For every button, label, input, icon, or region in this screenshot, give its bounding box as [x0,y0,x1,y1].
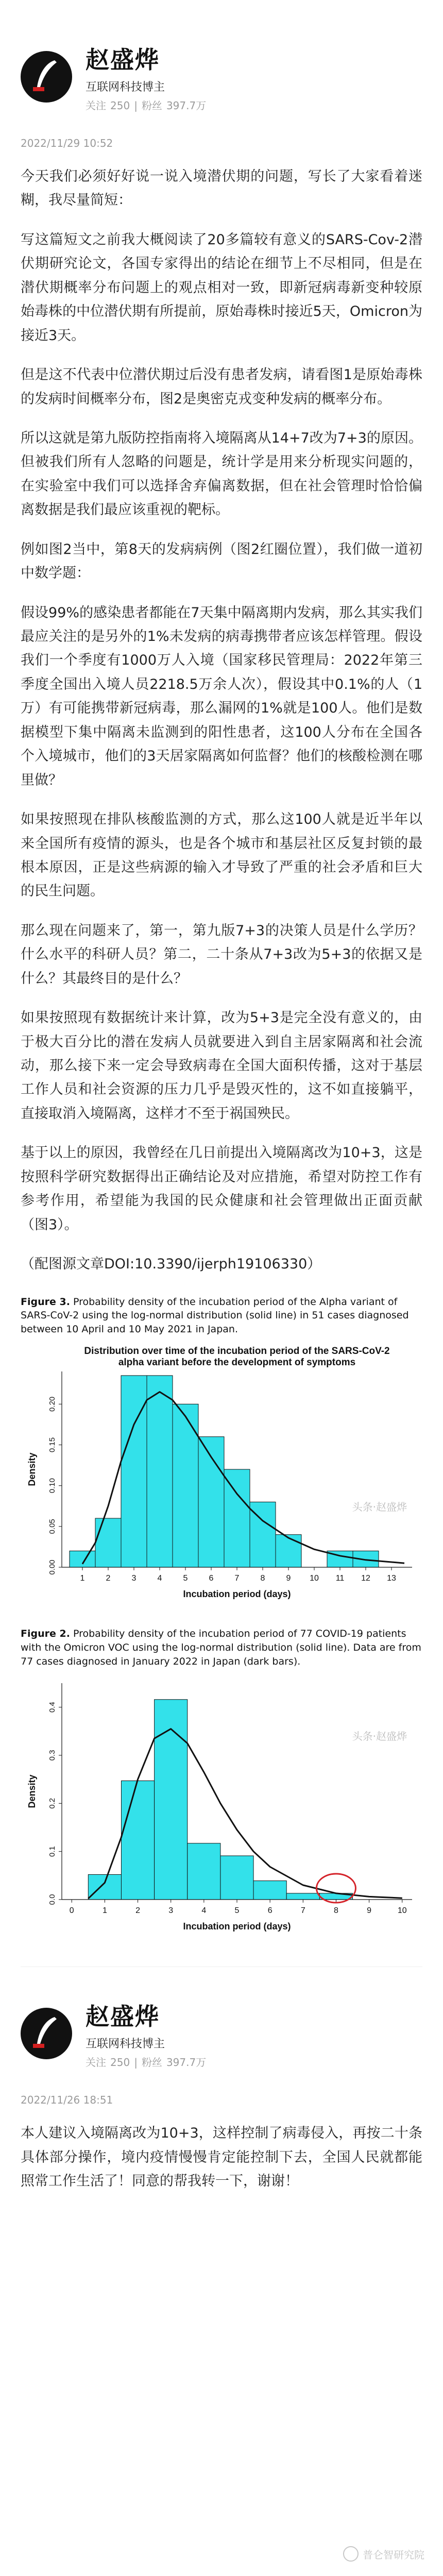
x-tick-label: 3 [131,1574,137,1583]
post-datetime: 2022/11/26 18:51 [21,2094,113,2107]
fans-label: 粉丝 [141,99,162,112]
omicron-incubation-chart [21,1673,422,1941]
x-tick-label: 5 [234,1906,240,1916]
x-tick-label: 2 [135,1906,141,1916]
avatar[interactable] [21,2008,72,2059]
x-tick-label: 4 [157,1574,162,1583]
y-tick-label: 0.2 [48,1798,57,1809]
histogram-bar [276,1535,301,1567]
fans-label: 粉丝 [141,2056,162,2069]
histogram-bar [95,1518,121,1567]
x-tick-label: 5 [183,1574,188,1583]
bottom-watermark: 普仑智研究院 [343,2546,424,2562]
post-paragraph: 例如图2当中，第8天的发病病例（图2红圈位置），我们做一道初中数学题： [21,541,422,582]
x-tick-label: 7 [300,1906,305,1916]
histogram-bar [253,1881,286,1900]
y-tick-label: 0.20 [48,1397,57,1412]
weibo-post-2 [0,1967,443,2193]
alpha-incubation-chart [21,1341,422,1608]
watermark-logo-icon [343,2546,359,2562]
x-tick-label: 10 [310,1574,319,1583]
image-watermark: 头条·赵盛烨 [352,1730,407,1743]
histogram-bar [188,1843,220,1900]
y-axis-label: Density [27,1452,37,1486]
x-tick-label: 7 [234,1574,240,1583]
y-tick-label: 0.10 [48,1478,57,1494]
x-tick-label: 6 [267,1906,272,1916]
follow-count: 250 [110,99,130,112]
post-paragraph: 如果按照现在排队核酸监测的方式，那么这100人就是近半年以来全国所有疫情的源头，也是各个城市和基层社区反复封锁的最根本原因，正是这些病源的输入才导致了严重的社会矛盾和巨大的民生问题。 [21,811,422,900]
x-axis-label: Incubation period (days) [183,1921,291,1932]
post-paragraph: 今天我们必须好好说一说入境潜伏期的问题，写长了大家看着迷糊，我尽量简短： [21,168,422,209]
x-tick-label: 2 [106,1574,111,1583]
histogram-bar [173,1404,198,1568]
y-tick-label: 0.0 [48,1894,57,1905]
author-name[interactable]: 赵盛烨 [86,46,160,74]
post-paragraph: 如果按照现有数据统计来计算，改为5+3是完全没有意义的，由于极大百分比的潜在发病人员就要进入到自主居家隔离和社会流动，那么接下来一定会导致病毒在全国大面积传播，这对于基层工作人员和社会资源的压力几乎是毁灭性的，这不如直接躺平，直接取消入境隔离，这样才不至于祸国殃民。 [21,1010,422,1122]
histogram-bar [147,1376,173,1567]
fans-count: 397.7万 [166,2056,207,2069]
author-title: 互联网科技博主 [86,2038,165,2051]
x-tick-label: 9 [367,1906,372,1916]
follow-label: 关注 [86,2056,106,2069]
x-tick-label: 6 [209,1574,214,1583]
x-tick-label: 12 [361,1574,370,1583]
fans-count: 397.7万 [166,99,207,112]
follow-count: 250 [110,2056,130,2069]
chart-title [84,1346,389,1368]
figure-1[interactable] [21,1295,422,1609]
y-tick-label: 0.3 [48,1750,57,1761]
post-paragraph: 所以这就是第九版防控指南将入境隔离从14+7改为7+3的原因。但被我们所有人忽略的问题是，统计学是用来分析现实问题的，在实验室中我们可以选择舍弃偏离数据，但在社会管理时恰恰偏离数据是我们最应该重视的靶标。 [21,430,422,518]
follow-label: 关注 [86,99,106,112]
figure-2[interactable] [21,1627,422,1941]
author-header [21,1967,422,2069]
histogram-bar [70,1551,95,1568]
post-body [21,165,422,1277]
x-tick-label: 10 [397,1906,407,1916]
x-tick-label: 1 [80,1574,85,1583]
x-axis-label: Incubation period (days) [183,1589,291,1600]
y-tick-label: 0.4 [48,1702,57,1713]
chart-title-line: alpha variant before the development of symptoms [118,1357,356,1368]
x-tick-label: 8 [260,1574,265,1583]
post-paragraph: 写这篇短文之前我大概阅读了20多篇较有意义的SARS-Cov-2潜伏期研究论文，各国专家得出的结论在细节上不尽相同，但是在潜伏期概率分布问题上的观点相对一致，即新冠病毒新变种较原始毒株的中位潜伏期有所提前，原始毒株时接近5天，Omicron为接近3天。 [21,231,422,344]
post-paragraph: 本人建议入境隔离改为10+3，这样控制了病毒侵入，再按二十条具体部分操作，境内疫情慢慢肯定能控制下去，全国人民就都能照常工作生活了！同意的帮我转一下，谢谢！ [21,2125,422,2190]
author-stats: 关注 250 | 粉丝 397.7万 [86,2056,207,2069]
post-paragraph: 那么现在问题来了，第一，第九版7+3的决策人员是什么学历？什么水平的科研人员？第二，二十条从7+3改为5+3的依据又是什么？其最终目的是什么？ [21,922,422,987]
y-tick-label: 0.05 [48,1519,57,1534]
y-tick-label: 0.00 [48,1560,57,1575]
histogram-bar [121,1781,154,1900]
histogram-bar [121,1376,147,1567]
x-tick-label: 13 [387,1574,396,1583]
chart-title-line: Distribution over time of the incubation period of the SARS-CoV-2 [84,1346,390,1357]
image-watermark: 头条·赵盛烨 [352,1501,407,1514]
figure-1-caption: Figure 3. Probability density of the incubation period of the Alpha variant of SARS-CoV-2 using the log-normal distribution (solid line) in 51 cases diagnosed between 10 April and 10 May 2021 in Japan. [21,1296,409,1335]
x-tick-label: 11 [335,1574,345,1583]
x-tick-label: 4 [201,1906,207,1916]
y-tick-label: 0.1 [48,1846,57,1857]
post-paragraph: 假设99%的感染患者都能在7天集中隔离期内发病，那么其实我们最应关注的是另外的1%未发病的病毒携带者应该怎样管理。假设我们一个季度有1000万人入境（国家移民管理局：2022年第三季度全国出入境人员2218.5万余人次），假设其中0.1%的人（1万）有可能携带新冠病毒，那么漏网的1%就是100人。他们是数据模型下集中隔离未监测到的阳性患者，这100人分布在全国各个入境城市，他们的3天居家隔离如何监督？他们的核酸检测在哪里做？ [21,604,422,788]
post-datetime: 2022/11/29 10:52 [21,137,113,149]
x-tick-label: 3 [168,1906,174,1916]
post-paragraph: 但是这不代表中位潜伏期过后没有患者发病，请看图1是原始毒株的发病时间概率分布，图2是奥密克戎变种发病的概率分布。 [21,367,422,407]
author-name[interactable]: 赵盛烨 [86,2003,160,2031]
histogram-bar [88,1875,121,1900]
x-tick-label: 8 [333,1906,338,1916]
histogram-bar [220,1856,253,1900]
x-tick-label: 0 [69,1906,74,1916]
feather-pen-icon [30,2015,63,2052]
histogram-bar [286,1893,319,1900]
author-stats: 关注 250 | 粉丝 397.7万 [86,99,207,112]
post-paragraph: 基于以上的原因，我曾经在几日前提出入境隔离改为10+3，这是按照科学研究数据得出正确结论及对应措施，希望对防控工作有参考作用，希望能为我国的民众健康和社会管理做出正面贡献（图3）。 [21,1145,422,1233]
image-source-note: （配图源文章DOI:10.3390/ijerph19106330） [21,1256,321,1273]
x-tick-label: 1 [102,1906,107,1916]
feather-pen-icon [30,58,63,95]
histogram-bar [224,1469,250,1567]
y-axis-label: Density [27,1774,37,1808]
author-header [21,0,422,112]
figure-2-caption: Figure 2. Probability density of the incubation period of 77 COVID-19 patients with the Omicron VOC using the log-normal distribution (solid line). Data are from 77 cases diagnosed in January 2022 in Japan (dark bars). [21,1628,421,1668]
y-tick-label: 0.15 [48,1437,57,1453]
x-tick-label: 9 [286,1574,291,1583]
author-title: 互联网科技博主 [86,81,165,94]
avatar[interactable] [21,51,72,103]
